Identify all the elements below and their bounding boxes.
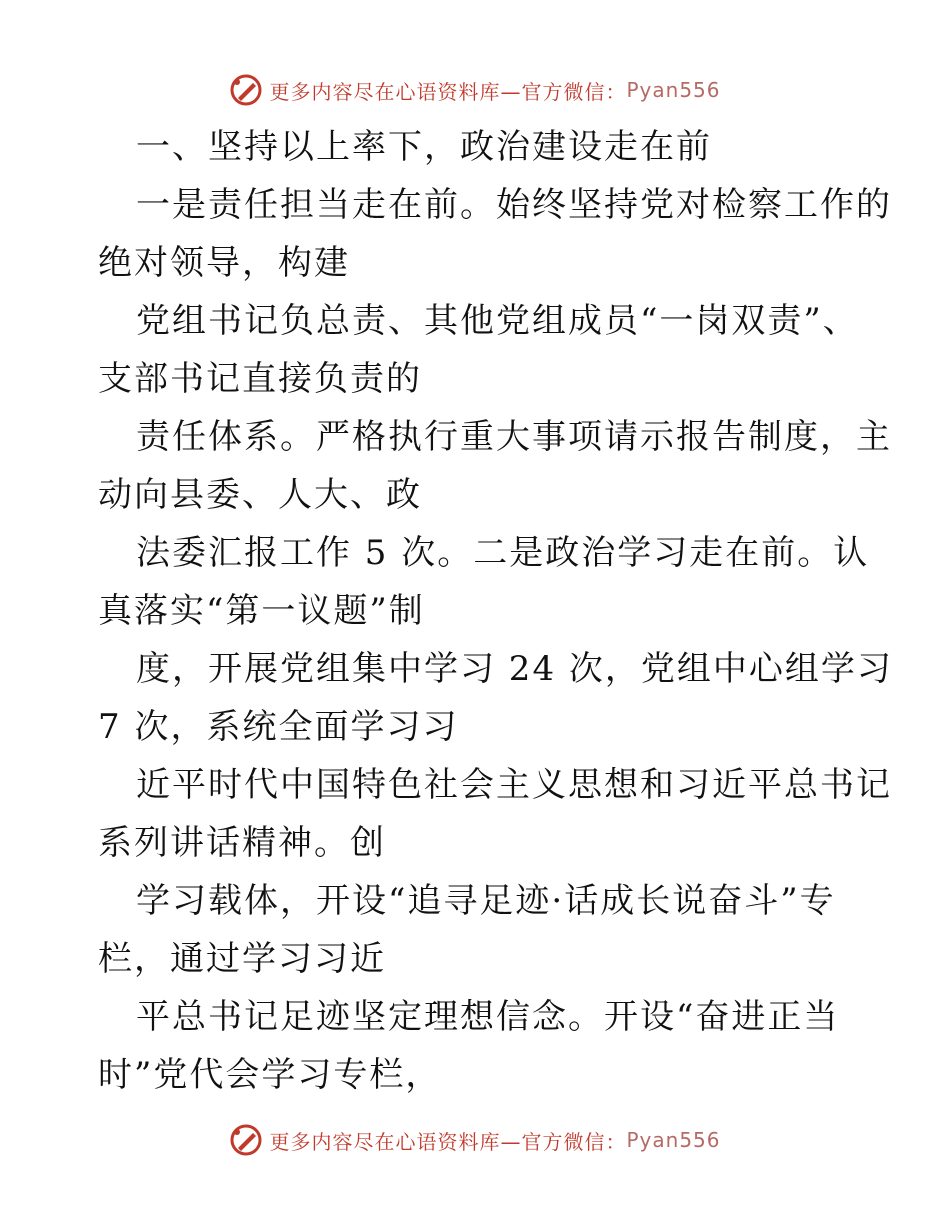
watermark-handle: Pyan556 <box>626 1128 721 1152</box>
watermark-text: 更多内容尽在心语资料库—官方微信： <box>269 79 627 104</box>
paragraph-line: 7 次，系统全面学习习 <box>98 707 459 747</box>
paragraph-line: 近平时代中国特色社会主义思想和习近平总书记 <box>136 765 892 805</box>
paragraph-line: 支部书记直接负责的 <box>98 359 422 399</box>
paragraph-line: 绝对领导，构建 <box>98 243 350 283</box>
paragraph-line: 栏，通过学习习近 <box>98 939 386 979</box>
paragraph-line: 平总书记足迹坚定理想信念。开设“奋进正当 <box>136 997 840 1037</box>
paragraph-line: 法委汇报工作 5 次。二是政治学习走在前。认 <box>136 533 870 573</box>
logo-pen-icon <box>229 1123 263 1157</box>
paragraph-line: 一是责任担当走在前。始终坚持党对检察工作的 <box>136 185 892 225</box>
paragraph-line: 系列讲话精神。创 <box>98 823 386 863</box>
paragraph-line: 党组书记负总责、其他党组成员“一岗双责”、 <box>136 301 859 341</box>
paragraph-line: 度，开展党组集中学习 24 次，党组中心组学习 <box>136 649 893 689</box>
watermark-handle: Pyan556 <box>626 78 721 102</box>
paragraph-line: 真落实“第一议题”制 <box>98 591 425 631</box>
document-body <box>98 118 893 1104</box>
section-heading: 一、坚持以上率下，政治建设走在前 <box>136 127 712 167</box>
paragraph-line: 责任体系。严格执行重大事项请示报告制度，主 <box>136 417 892 457</box>
paragraph-line: 学习载体，开设“追寻足迹·话成长说奋斗”专 <box>136 881 836 921</box>
logo-pen-icon <box>229 73 263 107</box>
paragraph-line: 时”党代会学习专栏， <box>98 1055 442 1095</box>
paragraph-line: 动向县委、人大、政 <box>98 475 422 515</box>
watermark-header <box>0 70 950 110</box>
watermark-text: 更多内容尽在心语资料库—官方微信： <box>269 1129 627 1154</box>
watermark-footer <box>0 1120 950 1160</box>
